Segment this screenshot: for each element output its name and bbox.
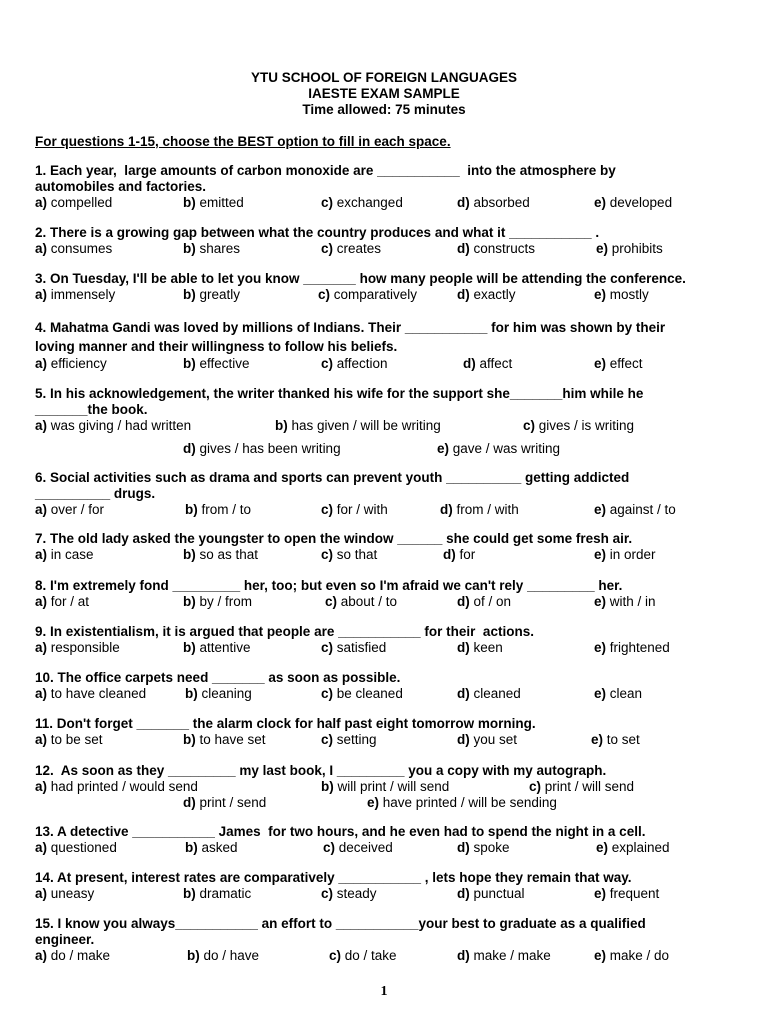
option-letter: a) bbox=[35, 886, 48, 901]
option-a[interactable] bbox=[35, 640, 120, 656]
option-letter: a) bbox=[35, 502, 48, 517]
option-e[interactable] bbox=[437, 441, 560, 457]
option-a[interactable] bbox=[35, 195, 112, 211]
question-text: 3. On Tuesday, I'll be able to let you know _______ how many people will be attending the conference. bbox=[35, 271, 686, 286]
option-e[interactable] bbox=[367, 795, 557, 811]
option-text: clean bbox=[606, 686, 643, 701]
option-text: uneasy bbox=[47, 886, 95, 901]
option-row bbox=[35, 241, 735, 257]
option-text: shares bbox=[195, 241, 241, 256]
option-letter: a) bbox=[35, 594, 48, 609]
option-e[interactable] bbox=[594, 195, 672, 211]
option-letter: d) bbox=[183, 795, 196, 810]
option-text: effective bbox=[195, 356, 250, 371]
option-c[interactable] bbox=[325, 594, 397, 610]
option-letter: a) bbox=[35, 779, 48, 794]
option-a[interactable] bbox=[35, 241, 112, 257]
option-b[interactable] bbox=[185, 502, 251, 518]
option-text: deceived bbox=[335, 840, 393, 855]
option-letter: c) bbox=[325, 594, 338, 609]
option-c[interactable] bbox=[321, 640, 386, 656]
option-text: keen bbox=[469, 640, 503, 655]
option-letter: b) bbox=[183, 356, 196, 371]
option-text: consumes bbox=[47, 241, 113, 256]
option-d[interactable] bbox=[457, 886, 525, 902]
option-c[interactable] bbox=[321, 547, 377, 563]
option-letter: a) bbox=[35, 241, 48, 256]
option-letter: a) bbox=[35, 640, 48, 655]
option-row bbox=[35, 195, 735, 211]
question-10 bbox=[35, 670, 735, 702]
option-letter: e) bbox=[437, 441, 450, 456]
option-text: effect bbox=[606, 356, 643, 371]
option-letter: e) bbox=[594, 594, 607, 609]
question-text: 6. Social activities such as drama and sports can prevent youth __________ getting addicted __________ drugs. bbox=[35, 470, 630, 501]
option-text: was giving / had written bbox=[47, 418, 192, 433]
option-e[interactable] bbox=[594, 686, 642, 702]
option-a[interactable] bbox=[35, 886, 94, 902]
option-e[interactable] bbox=[594, 287, 649, 303]
option-letter: e) bbox=[596, 840, 609, 855]
option-text: gave / was writing bbox=[449, 441, 561, 456]
option-letter: d) bbox=[457, 195, 470, 210]
option-e[interactable] bbox=[594, 547, 656, 563]
option-text: be cleaned bbox=[333, 686, 403, 701]
option-b[interactable] bbox=[183, 886, 251, 902]
option-letter: d) bbox=[457, 686, 470, 701]
option-c[interactable] bbox=[321, 241, 381, 257]
option-text: to have cleaned bbox=[47, 686, 147, 701]
option-text: gives / has been writing bbox=[195, 441, 341, 456]
option-d[interactable] bbox=[457, 287, 516, 303]
question-text: 9. In existentialism, it is argued that people are ___________ for their actions. bbox=[35, 624, 534, 639]
option-letter: a) bbox=[35, 840, 48, 855]
option-letter: c) bbox=[321, 241, 334, 256]
option-letter: e) bbox=[594, 640, 607, 655]
option-row bbox=[35, 840, 735, 856]
option-text: of / on bbox=[469, 594, 512, 609]
question-15 bbox=[35, 916, 735, 964]
option-text: gives / is writing bbox=[535, 418, 635, 433]
option-letter: b) bbox=[185, 502, 198, 517]
option-d[interactable] bbox=[443, 547, 475, 563]
option-letter: b) bbox=[183, 886, 196, 901]
option-text: affect bbox=[475, 356, 513, 371]
option-text: exchanged bbox=[333, 195, 403, 210]
option-b[interactable] bbox=[187, 948, 259, 964]
option-letter: d) bbox=[457, 241, 470, 256]
option-letter: d) bbox=[457, 886, 470, 901]
option-text: so as that bbox=[195, 547, 259, 562]
option-b[interactable] bbox=[185, 686, 252, 702]
option-letter: d) bbox=[440, 502, 453, 517]
option-letter: a) bbox=[35, 418, 48, 433]
option-c[interactable] bbox=[318, 287, 417, 303]
question-1 bbox=[35, 163, 735, 211]
option-b[interactable] bbox=[183, 732, 266, 748]
option-b[interactable] bbox=[275, 418, 441, 434]
option-letter: b) bbox=[185, 686, 198, 701]
option-d[interactable] bbox=[457, 241, 535, 257]
option-row bbox=[35, 356, 735, 372]
option-a[interactable] bbox=[35, 779, 198, 795]
option-letter: b) bbox=[183, 640, 196, 655]
option-letter: d) bbox=[183, 441, 196, 456]
question-text: 14. At present, interest rates are comparatively ___________ , lets hope they remain that way. bbox=[35, 870, 632, 885]
option-text: setting bbox=[333, 732, 377, 747]
question-8 bbox=[35, 578, 735, 610]
option-text: efficiency bbox=[47, 356, 107, 371]
question-5 bbox=[35, 386, 735, 457]
option-letter: e) bbox=[594, 502, 607, 517]
option-e[interactable] bbox=[596, 840, 670, 856]
time-allowed: Time allowed: 75 minutes bbox=[302, 102, 466, 117]
school-title: YTU SCHOOL OF FOREIGN LANGUAGES bbox=[250, 70, 517, 85]
option-letter: a) bbox=[35, 948, 48, 963]
option-c[interactable] bbox=[321, 356, 388, 372]
option-a[interactable] bbox=[35, 686, 146, 702]
question-9 bbox=[35, 624, 735, 656]
option-row bbox=[35, 441, 735, 457]
option-e[interactable] bbox=[594, 594, 656, 610]
option-c[interactable] bbox=[321, 502, 388, 518]
option-text: print / send bbox=[195, 795, 267, 810]
option-a[interactable] bbox=[35, 418, 191, 434]
option-d[interactable] bbox=[457, 948, 551, 964]
option-text: constructs bbox=[469, 241, 536, 256]
option-row bbox=[35, 779, 735, 795]
option-text: spoke bbox=[469, 840, 510, 855]
option-text: developed bbox=[606, 195, 673, 210]
option-letter: c) bbox=[321, 356, 334, 371]
option-text: responsible bbox=[47, 640, 120, 655]
question-3 bbox=[35, 271, 735, 303]
question-14 bbox=[35, 870, 735, 902]
option-letter: b) bbox=[275, 418, 288, 433]
option-letter: d) bbox=[443, 547, 456, 562]
option-a[interactable] bbox=[35, 547, 94, 563]
option-e[interactable] bbox=[591, 732, 640, 748]
option-row bbox=[35, 594, 735, 610]
option-letter: c) bbox=[318, 287, 331, 302]
option-e[interactable] bbox=[594, 886, 659, 902]
question-text: 5. In his acknowledgement, the writer thanked his wife for the support she_______him while he _______the book. bbox=[35, 386, 644, 417]
option-e[interactable] bbox=[594, 502, 676, 518]
option-letter: c) bbox=[321, 502, 334, 517]
option-text: do / make bbox=[47, 948, 111, 963]
option-text: over / for bbox=[47, 502, 105, 517]
option-text: against / to bbox=[606, 502, 676, 517]
option-letter: e) bbox=[591, 732, 604, 747]
question-text: 12. As soon as they _________ my last book, I _________ you a copy with my autograph. bbox=[35, 763, 607, 778]
option-text: in order bbox=[606, 547, 656, 562]
option-c[interactable] bbox=[321, 732, 377, 748]
option-text: creates bbox=[333, 241, 382, 256]
option-text: questioned bbox=[47, 840, 117, 855]
option-text: explained bbox=[608, 840, 670, 855]
option-text: will print / will send bbox=[333, 779, 450, 794]
option-b[interactable] bbox=[183, 241, 240, 257]
option-c[interactable] bbox=[321, 686, 403, 702]
question-2 bbox=[35, 225, 735, 257]
option-c[interactable] bbox=[321, 886, 377, 902]
option-b[interactable] bbox=[183, 547, 258, 563]
exam-title: IAESTE EXAM SAMPLE bbox=[308, 86, 460, 101]
exam-header bbox=[0, 70, 768, 118]
option-text: prohibits bbox=[608, 241, 663, 256]
option-text: print / will send bbox=[541, 779, 635, 794]
option-text: dramatic bbox=[195, 886, 252, 901]
option-b[interactable] bbox=[183, 356, 250, 372]
option-a[interactable] bbox=[35, 840, 117, 856]
option-letter: c) bbox=[323, 840, 336, 855]
option-text: to be set bbox=[47, 732, 103, 747]
option-b[interactable] bbox=[183, 594, 252, 610]
option-letter: b) bbox=[183, 241, 196, 256]
option-letter: c) bbox=[321, 547, 334, 562]
option-text: make / do bbox=[606, 948, 670, 963]
option-text: cleaned bbox=[469, 686, 521, 701]
option-text: have printed / will be sending bbox=[379, 795, 557, 810]
question-4 bbox=[35, 318, 735, 372]
option-text: asked bbox=[197, 840, 238, 855]
option-e[interactable] bbox=[594, 640, 670, 656]
option-c[interactable] bbox=[529, 779, 634, 795]
option-text: compelled bbox=[47, 195, 113, 210]
option-text: frightened bbox=[606, 640, 670, 655]
option-letter: b) bbox=[183, 287, 196, 302]
option-letter: e) bbox=[594, 547, 607, 562]
option-text: so that bbox=[333, 547, 378, 562]
option-letter: a) bbox=[35, 732, 48, 747]
option-text: for / at bbox=[47, 594, 90, 609]
option-text: you set bbox=[469, 732, 518, 747]
option-letter: c) bbox=[329, 948, 342, 963]
option-text: to set bbox=[603, 732, 640, 747]
option-text: emitted bbox=[195, 195, 244, 210]
option-letter: c) bbox=[321, 640, 334, 655]
option-letter: b) bbox=[321, 779, 334, 794]
option-text: steady bbox=[333, 886, 377, 901]
option-letter: c) bbox=[321, 686, 334, 701]
option-row bbox=[35, 418, 735, 434]
option-letter: e) bbox=[594, 686, 607, 701]
question-text: 1. Each year, large amounts of carbon monoxide are ___________ into the atmosphere by automobiles and factories. bbox=[35, 163, 616, 194]
option-b[interactable] bbox=[183, 287, 240, 303]
option-letter: e) bbox=[367, 795, 380, 810]
option-d[interactable] bbox=[440, 502, 519, 518]
option-text: do / take bbox=[341, 948, 397, 963]
option-a[interactable] bbox=[35, 594, 89, 610]
option-text: has given / will be writing bbox=[287, 418, 441, 433]
option-letter: c) bbox=[321, 886, 334, 901]
option-letter: e) bbox=[594, 195, 607, 210]
option-d[interactable] bbox=[457, 686, 521, 702]
option-letter: c) bbox=[523, 418, 536, 433]
question-text: 15. I know you always___________ an effort to ___________your best to graduate as a qualified engineer. bbox=[35, 916, 646, 947]
option-b[interactable] bbox=[321, 779, 449, 795]
option-text: frequent bbox=[606, 886, 660, 901]
option-letter: a) bbox=[35, 195, 48, 210]
option-text: greatly bbox=[195, 287, 241, 302]
option-letter: d) bbox=[463, 356, 476, 371]
option-letter: d) bbox=[457, 948, 470, 963]
question-text: 13. A detective ___________ James for two hours, and he even had to spend the night in a cell. bbox=[35, 824, 646, 839]
option-text: by / from bbox=[195, 594, 253, 609]
option-text: exactly bbox=[469, 287, 516, 302]
option-letter: c) bbox=[321, 195, 334, 210]
option-text: had printed / would send bbox=[47, 779, 198, 794]
option-text: immensely bbox=[47, 287, 116, 302]
option-row bbox=[35, 948, 735, 964]
option-letter: d) bbox=[457, 840, 470, 855]
option-letter: e) bbox=[594, 356, 607, 371]
option-a[interactable] bbox=[35, 356, 107, 372]
option-text: satisfied bbox=[333, 640, 387, 655]
option-letter: a) bbox=[35, 356, 48, 371]
option-row bbox=[35, 287, 735, 303]
option-letter: d) bbox=[457, 640, 470, 655]
option-text: for / with bbox=[333, 502, 388, 517]
question-text: 11. Don't forget _______ the alarm clock for half past eight tomorrow morning. bbox=[35, 716, 536, 731]
option-text: with / in bbox=[606, 594, 656, 609]
option-text: comparatively bbox=[330, 287, 418, 302]
option-c[interactable] bbox=[523, 418, 634, 434]
option-row bbox=[35, 795, 735, 811]
option-b[interactable] bbox=[185, 840, 238, 856]
option-text: in case bbox=[47, 547, 94, 562]
option-a[interactable] bbox=[35, 732, 103, 748]
option-text: for bbox=[455, 547, 476, 562]
option-text: affection bbox=[333, 356, 388, 371]
question-11 bbox=[35, 716, 735, 748]
question-13 bbox=[35, 824, 735, 856]
option-letter: e) bbox=[594, 948, 607, 963]
option-letter: d) bbox=[457, 287, 470, 302]
option-a[interactable] bbox=[35, 948, 110, 964]
option-text: from / to bbox=[197, 502, 252, 517]
option-row bbox=[35, 640, 735, 656]
question-text: 10. The office carpets need _______ as soon as possible. bbox=[35, 670, 401, 685]
option-row bbox=[35, 547, 735, 563]
option-letter: d) bbox=[457, 732, 470, 747]
question-12 bbox=[35, 763, 735, 811]
option-d[interactable] bbox=[457, 732, 517, 748]
option-letter: b) bbox=[183, 594, 196, 609]
option-row bbox=[35, 502, 735, 518]
question-7 bbox=[35, 531, 735, 563]
option-d[interactable] bbox=[457, 195, 530, 211]
option-letter: a) bbox=[35, 686, 48, 701]
option-e[interactable] bbox=[594, 356, 643, 372]
option-letter: a) bbox=[35, 287, 48, 302]
option-letter: e) bbox=[596, 241, 609, 256]
option-letter: b) bbox=[183, 732, 196, 747]
option-text: to have set bbox=[195, 732, 266, 747]
option-c[interactable] bbox=[321, 195, 403, 211]
option-d[interactable] bbox=[463, 356, 512, 372]
option-row bbox=[35, 886, 735, 902]
option-text: punctual bbox=[469, 886, 525, 901]
option-e[interactable] bbox=[596, 241, 663, 257]
option-text: mostly bbox=[606, 287, 649, 302]
option-text: attentive bbox=[195, 640, 251, 655]
option-a[interactable] bbox=[35, 502, 104, 518]
option-c[interactable] bbox=[329, 948, 397, 964]
option-letter: e) bbox=[594, 886, 607, 901]
option-letter: a) bbox=[35, 547, 48, 562]
option-d[interactable] bbox=[183, 441, 341, 457]
question-6 bbox=[35, 470, 735, 518]
option-c[interactable] bbox=[323, 840, 393, 856]
option-text: do / have bbox=[199, 948, 260, 963]
page-number: 1 bbox=[380, 984, 388, 999]
option-text: from / with bbox=[452, 502, 519, 517]
option-d[interactable] bbox=[183, 795, 266, 811]
option-letter: e) bbox=[594, 287, 607, 302]
option-text: about / to bbox=[337, 594, 398, 609]
option-letter: d) bbox=[457, 594, 470, 609]
option-letter: b) bbox=[185, 840, 198, 855]
option-b[interactable] bbox=[183, 195, 244, 211]
option-letter: b) bbox=[183, 195, 196, 210]
question-text: 7. The old lady asked the youngster to open the window ______ she could get some fresh air. bbox=[35, 531, 633, 546]
option-letter: c) bbox=[529, 779, 542, 794]
instructions: For questions 1-15, choose the BEST option to fill in each space. bbox=[35, 134, 451, 149]
question-text: 2. There is a growing gap between what the country produces and what it ___________ . bbox=[35, 225, 600, 240]
option-a[interactable] bbox=[35, 287, 115, 303]
option-d[interactable] bbox=[457, 594, 511, 610]
option-d[interactable] bbox=[457, 840, 510, 856]
question-text: 4. Mahatma Gandi was loved by millions of Indians. Their ___________ for him was shown by their loving manner and their willingness to follow his beliefs. bbox=[35, 320, 666, 354]
option-text: make / make bbox=[469, 948, 551, 963]
option-text: cleaning bbox=[197, 686, 252, 701]
option-row bbox=[35, 686, 735, 702]
option-letter: b) bbox=[187, 948, 200, 963]
question-text: 8. I'm extremely fond _________ her, too; but even so I'm afraid we can't rely _________ her. bbox=[35, 578, 623, 593]
option-letter: b) bbox=[183, 547, 196, 562]
option-letter: c) bbox=[321, 732, 334, 747]
option-row bbox=[35, 732, 735, 748]
option-d[interactable] bbox=[457, 640, 503, 656]
option-b[interactable] bbox=[183, 640, 251, 656]
option-e[interactable] bbox=[594, 948, 669, 964]
option-text: absorbed bbox=[469, 195, 530, 210]
